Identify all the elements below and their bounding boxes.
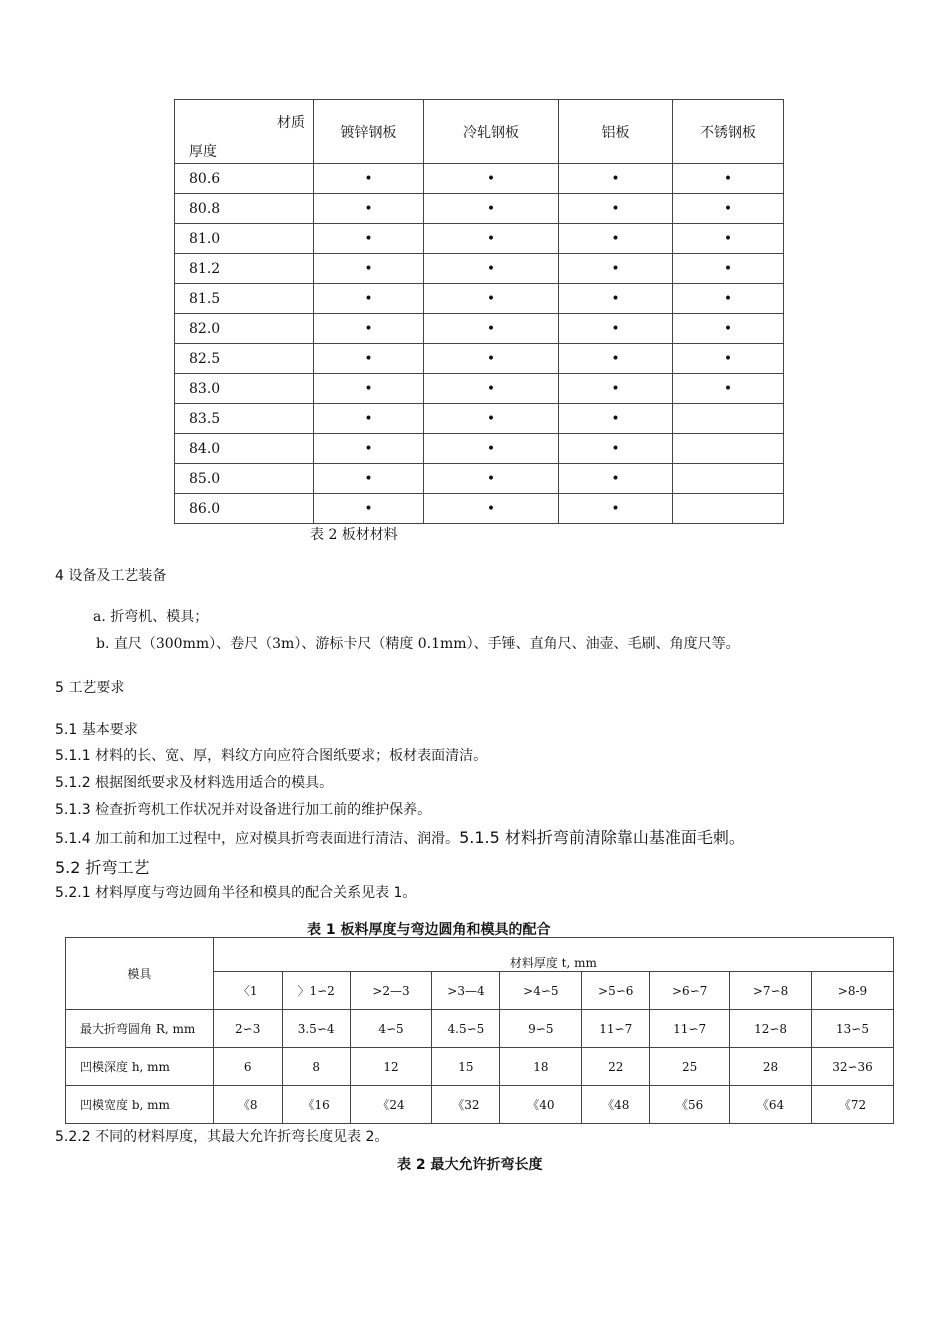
section-heading: 4 设备及工艺装备: [55, 568, 167, 584]
die-table: [65, 937, 894, 1124]
value-cell: 3.5∽4: [282, 1010, 350, 1048]
value-cell: 22: [582, 1048, 650, 1086]
value-cell: 《72: [812, 1086, 894, 1124]
section-heading: 5.1 基本要求: [55, 722, 138, 738]
range-header: >8-9: [812, 972, 894, 1010]
value-cell: 8: [282, 1048, 350, 1086]
availability-cell: •: [559, 374, 673, 404]
availability-cell: •: [314, 404, 424, 434]
availability-cell: •: [559, 494, 673, 524]
section-heading: 5.2 折弯工艺: [55, 858, 150, 877]
availability-cell: •: [314, 194, 424, 224]
paragraph-text: 5.1.5 材料折弯前清除靠山基准面毛刺。: [459, 828, 745, 847]
availability-cell: [673, 494, 784, 524]
availability-cell: •: [424, 194, 559, 224]
availability-cell: [673, 404, 784, 434]
value-cell: 《8: [213, 1086, 282, 1124]
paragraph: 5.2.1 材料厚度与弯边圆角半径和模具的配合关系见表 1。: [55, 885, 417, 901]
col-header: 不锈钢板: [673, 100, 784, 164]
paragraph: 5.1.2 根据图纸要求及材料选用适合的模具。: [55, 775, 334, 791]
value-cell: 13∽5: [812, 1010, 894, 1048]
availability-cell: •: [559, 344, 673, 374]
availability-cell: •: [559, 194, 673, 224]
availability-cell: •: [314, 224, 424, 254]
table-row: [175, 434, 784, 464]
paragraph: [55, 825, 745, 848]
paragraph: 5.1.1 材料的长、宽、厚，料纹方向应符合图纸要求；板材表面清洁。: [55, 748, 488, 764]
paragraph: 5.2.2 不同的材料厚度，其最大允许折弯长度见表 2。: [55, 1129, 389, 1145]
availability-cell: •: [314, 464, 424, 494]
availability-cell: •: [314, 434, 424, 464]
range-header: 〉1∽2: [282, 972, 350, 1010]
paragraph: b. 直尺（300mm）、卷尺（3m）、游标卡尺（精度 0.1mm）、手锤、直角尺、油壶、毛刷、角度尺等。: [96, 636, 740, 652]
value-cell: 《56: [650, 1086, 730, 1124]
table-caption: 表 1 板料厚度与弯边圆角和模具的配合: [307, 922, 551, 938]
availability-cell: •: [559, 164, 673, 194]
value-cell: 11∽7: [650, 1010, 730, 1048]
availability-cell: •: [314, 344, 424, 374]
table-caption: 表 2 板材材料: [310, 527, 398, 543]
value-cell: 12: [350, 1048, 432, 1086]
availability-cell: •: [424, 284, 559, 314]
thickness-cell: 81.0: [175, 224, 314, 254]
table-row: [175, 464, 784, 494]
availability-cell: •: [424, 254, 559, 284]
thickness-cell: 86.0: [175, 494, 314, 524]
corner-thickness: 厚度: [189, 144, 217, 160]
range-header: >2—3: [350, 972, 432, 1010]
sheet-material-table: [174, 99, 784, 524]
col-header: 镀锌钢板: [314, 100, 424, 164]
availability-cell: •: [673, 224, 784, 254]
availability-cell: •: [424, 494, 559, 524]
availability-cell: •: [559, 404, 673, 434]
range-header: >4∽5: [500, 972, 582, 1010]
corner-material: 材质: [277, 115, 305, 131]
availability-cell: •: [559, 254, 673, 284]
table-row: [66, 1010, 894, 1048]
value-cell: 11∽7: [582, 1010, 650, 1048]
value-cell: 4.5∽5: [432, 1010, 500, 1048]
range-header: >6∽7: [650, 972, 730, 1010]
thickness-cell: 83.5: [175, 404, 314, 434]
availability-cell: •: [424, 434, 559, 464]
table-caption: 表 2 最大允许折弯长度: [397, 1157, 543, 1173]
availability-cell: •: [673, 164, 784, 194]
availability-cell: •: [314, 284, 424, 314]
value-cell: 9∽5: [500, 1010, 582, 1048]
availability-cell: •: [424, 374, 559, 404]
table-row: [175, 344, 784, 374]
availability-cell: [673, 434, 784, 464]
availability-cell: •: [673, 344, 784, 374]
availability-cell: [673, 464, 784, 494]
availability-cell: •: [314, 254, 424, 284]
thickness-cell: 81.2: [175, 254, 314, 284]
availability-cell: •: [424, 464, 559, 494]
availability-cell: •: [673, 374, 784, 404]
availability-cell: •: [314, 374, 424, 404]
table-row: [175, 224, 784, 254]
table-row: [175, 164, 784, 194]
availability-cell: •: [424, 224, 559, 254]
availability-cell: •: [673, 314, 784, 344]
paragraph: 5.1.3 检查折弯机工作状况并对设备进行加工前的维护保养。: [55, 802, 432, 818]
paragraph: a. 折弯机、模具；: [93, 609, 209, 625]
range-header: >7∽8: [730, 972, 812, 1010]
section-heading: 5 工艺要求: [55, 680, 125, 696]
table-row: [175, 314, 784, 344]
availability-cell: •: [424, 164, 559, 194]
table-row: [175, 404, 784, 434]
value-cell: 32∽36: [812, 1048, 894, 1086]
availability-cell: •: [673, 194, 784, 224]
availability-cell: •: [559, 464, 673, 494]
table-row: [175, 494, 784, 524]
row-label: 最大折弯圆角 R, mm: [66, 1010, 214, 1048]
availability-cell: •: [673, 254, 784, 284]
thickness-cell: 80.6: [175, 164, 314, 194]
thickness-cell: 82.0: [175, 314, 314, 344]
corner-cell: 模具: [66, 938, 214, 1010]
value-cell: 6: [213, 1048, 282, 1086]
value-cell: 2∽3: [213, 1010, 282, 1048]
range-header: >3—4: [432, 972, 500, 1010]
table-row: [175, 254, 784, 284]
availability-cell: •: [424, 314, 559, 344]
availability-cell: •: [673, 284, 784, 314]
value-cell: 《40: [500, 1086, 582, 1124]
thickness-cell: 85.0: [175, 464, 314, 494]
value-cell: 28: [730, 1048, 812, 1086]
value-cell: 25: [650, 1048, 730, 1086]
col-header: 铝板: [559, 100, 673, 164]
table-row: [175, 284, 784, 314]
availability-cell: •: [559, 314, 673, 344]
availability-cell: •: [559, 224, 673, 254]
range-header: >5∽6: [582, 972, 650, 1010]
value-cell: 《16: [282, 1086, 350, 1124]
availability-cell: •: [424, 404, 559, 434]
paragraph-text: 5.1.4 加工前和加工过程中，应对模具折弯表面进行清洁、润滑。: [55, 831, 460, 847]
thickness-cell: 80.8: [175, 194, 314, 224]
availability-cell: •: [424, 344, 559, 374]
table-row: [175, 194, 784, 224]
table-row: [66, 1086, 894, 1124]
availability-cell: •: [314, 494, 424, 524]
value-cell: 18: [500, 1048, 582, 1086]
thickness-cell: 83.0: [175, 374, 314, 404]
row-label: 凹模宽度 b, mm: [66, 1086, 214, 1124]
row-label: 凹模深度 h, mm: [66, 1048, 214, 1086]
col-header: 冷轧钢板: [424, 100, 559, 164]
range-header: 〈1: [213, 972, 282, 1010]
value-cell: 15: [432, 1048, 500, 1086]
corner-cell: [175, 100, 314, 164]
value-cell: 《24: [350, 1086, 432, 1124]
value-cell: 《32: [432, 1086, 500, 1124]
thickness-cell: 82.5: [175, 344, 314, 374]
table-row: [66, 1048, 894, 1086]
value-cell: 4∽5: [350, 1010, 432, 1048]
availability-cell: •: [314, 314, 424, 344]
availability-cell: •: [559, 284, 673, 314]
table-row: [175, 374, 784, 404]
value-cell: 《64: [730, 1086, 812, 1124]
availability-cell: •: [314, 164, 424, 194]
value-cell: 《48: [582, 1086, 650, 1124]
value-cell: 12∽8: [730, 1010, 812, 1048]
group-header: 材料厚度 t, mm: [213, 938, 893, 972]
thickness-cell: 81.5: [175, 284, 314, 314]
availability-cell: •: [559, 434, 673, 464]
thickness-cell: 84.0: [175, 434, 314, 464]
